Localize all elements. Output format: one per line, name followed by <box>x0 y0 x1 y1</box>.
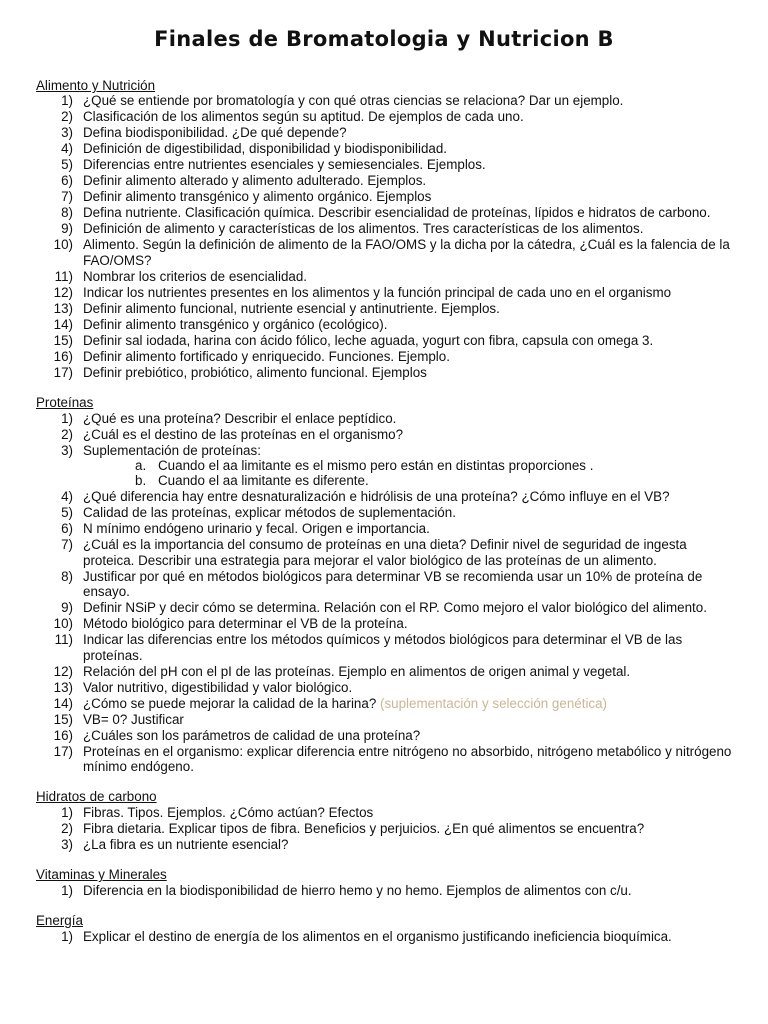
question-text: Definir alimento transgénico y alimento orgánico. Ejemplos <box>83 189 432 205</box>
question-text: ¿Qué se entiende por bromatología y con qué otras ciencias se relaciona? Dar un ejemplo. <box>83 93 624 109</box>
question-text: Proteínas en el organismo: explicar diferencia entre nitrógeno no absorbido, nitrógeno metabólico y nitrógeno mínimo endógeno. <box>83 743 732 775</box>
question-number: 2) <box>61 109 73 125</box>
question-item <box>36 821 736 836</box>
question-text: Fibras. Tipos. Ejemplos. ¿Cómo actúan? Efectos <box>83 804 374 820</box>
question-text: Definir NSiP y decir cómo se determina. Relación con el RP. Como mejoro el valor biológico del alimento. <box>83 600 707 616</box>
question-item <box>36 349 736 364</box>
section-2 <box>36 789 736 852</box>
question-hint: (suplementación y selección genética) <box>380 695 608 711</box>
question-text: Definir alimento transgénico y orgánico (ecológico). <box>83 316 388 332</box>
question-item <box>36 569 736 600</box>
question-item <box>36 680 736 695</box>
question-list <box>36 883 736 898</box>
question-text: Método biológico para determinar el VB de la proteína. <box>83 616 408 632</box>
question-text: ¿Cómo se puede mejorar la calidad de la harina? <box>83 695 380 711</box>
question-text: Definición de alimento y características de los alimentos. Tres características de los alimentos. <box>83 221 644 237</box>
question-text: VB= 0? Justificar <box>83 711 184 727</box>
question-text: Explicar el destino de energía de los alimentos en el organismo justificando ineficiencia bioquímica. <box>83 928 672 944</box>
section-title: Vitaminas y Minerales <box>36 867 167 883</box>
question-item <box>36 744 736 775</box>
question-number: 15) <box>53 711 73 727</box>
question-text: ¿Cuál es el destino de las proteínas en el organismo? <box>83 426 404 442</box>
question-item <box>36 696 736 711</box>
question-text: Clasificación de los alimentos según su aptitud. De ejemplos de cada uno. <box>83 109 524 125</box>
question-item <box>36 125 736 140</box>
question-item <box>36 600 736 615</box>
question-item <box>36 237 736 268</box>
question-text: ¿La fibra es un nutriente esencial? <box>83 836 289 852</box>
question-item <box>36 521 736 536</box>
question-text: Indicar los nutrientes presentes en los alimentos y la función principal de cada uno en el organismo <box>83 284 672 300</box>
question-item <box>36 157 736 172</box>
section-0 <box>36 78 736 380</box>
question-text: Definir alimento fortificado y enriquecido. Funciones. Ejemplo. <box>83 348 450 364</box>
question-number: 1) <box>61 93 73 109</box>
question-text: Definir prebiótico, probiótico, alimento funcional. Ejemplos <box>83 364 427 380</box>
question-text: Defina biodisponibilidad. ¿De qué depende? <box>83 125 347 141</box>
question-item <box>36 805 736 820</box>
question-text: Diferencias entre nutrientes esenciales y semiesenciales. Ejemplos. <box>83 157 486 173</box>
question-number: 6) <box>61 521 73 537</box>
question-number: 16) <box>53 727 73 743</box>
question-number: 5) <box>61 505 73 521</box>
question-number: 12) <box>53 284 73 300</box>
question-item <box>36 333 736 348</box>
question-item <box>36 365 736 380</box>
question-item <box>36 616 736 631</box>
question-number: 11) <box>54 632 73 648</box>
question-number: 15) <box>53 332 73 348</box>
question-number: 1) <box>61 928 73 944</box>
question-item <box>36 173 736 188</box>
question-number: 1) <box>61 882 73 898</box>
question-number: 7) <box>61 537 73 553</box>
question-number: 13) <box>53 300 73 316</box>
question-text: ¿Qué diferencia hay entre desnaturalización e hidrólisis de una proteína? ¿Cómo influye en el VB? <box>83 489 670 505</box>
question-item <box>36 189 736 204</box>
question-item <box>36 929 736 944</box>
question-number: 11) <box>54 268 73 284</box>
question-number: 17) <box>53 743 73 759</box>
question-text: Definir alimento funcional, nutriente esencial y antinutriente. Ejemplos. <box>83 300 500 316</box>
question-number: 5) <box>61 157 73 173</box>
question-text: ¿Cuál es la importancia del consumo de proteínas en una dieta? Definir nivel de seguridad de ingesta proteica. Describir una estrategia para mejorar el valor biológico de las proteínas de un alimento. <box>83 537 687 568</box>
question-number: 9) <box>61 600 73 616</box>
question-list <box>36 411 736 775</box>
question-number: 3) <box>61 836 73 852</box>
question-item <box>36 837 736 852</box>
question-item <box>36 728 736 743</box>
question-item <box>36 301 736 316</box>
question-item <box>36 883 736 898</box>
question-text: N mínimo endógeno urinario y fecal. Origen e importancia. <box>83 521 430 537</box>
question-text: Definir alimento alterado y alimento adulterado. Ejemplos. <box>83 173 427 189</box>
question-text: Justificar por qué en métodos biológicos para determinar VB se recomienda usar un 10% de proteína de ensayo. <box>83 568 703 600</box>
question-number: 2) <box>61 820 73 836</box>
sub-question-text: Cuando el aa limitante es diferente. <box>158 473 369 489</box>
question-item <box>36 632 736 663</box>
question-number: 14) <box>53 316 73 332</box>
section-title: Hidratos de carbono <box>36 789 157 805</box>
question-text: Fibra dietaria. Explicar tipos de fibra. Beneficios y perjuicios. ¿En qué alimentos se encuentra? <box>83 820 645 836</box>
question-number: 10) <box>53 616 73 632</box>
question-number: 4) <box>61 489 73 505</box>
question-item <box>36 427 736 442</box>
sub-question-item <box>83 458 736 473</box>
question-text: Relación del pH con el pI de las proteínas. Ejemplo en alimentos de origen animal y vegetal. <box>83 663 631 679</box>
question-number: 13) <box>53 679 73 695</box>
question-text: ¿Cuáles son los parámetros de calidad de una proteína? <box>83 727 421 743</box>
question-text: Indicar las diferencias entre los métodos químicos y métodos biológicos para determinar el VB de las proteínas. <box>83 632 683 663</box>
question-item <box>36 109 736 124</box>
question-item <box>36 537 736 568</box>
question-text: Valor nutritivo, digestibilidad y valor biológico. <box>83 679 353 695</box>
question-item <box>36 285 736 300</box>
question-text: Calidad de las proteínas, explicar métodos de suplementación. <box>83 505 456 521</box>
question-list <box>36 929 736 944</box>
section-title: Energía <box>36 913 83 929</box>
question-number: 7) <box>61 189 73 205</box>
question-item <box>36 505 736 520</box>
question-number: 8) <box>61 205 73 221</box>
question-item <box>36 712 736 727</box>
question-list <box>36 93 736 380</box>
sub-question-text: Cuando el aa limitante es el mismo pero están en distintas proporciones . <box>158 458 594 474</box>
question-number: 2) <box>61 426 73 442</box>
section-1 <box>36 395 736 774</box>
question-text: Definición de digestibilidad, disponibilidad y biodisponibilidad. <box>83 141 448 157</box>
question-number: 3) <box>61 442 73 458</box>
question-text: Diferencia en la biodisponibilidad de hierro hemo y no hemo. Ejemplos de alimentos con c/u. <box>83 882 632 898</box>
sub-question-letter: a. <box>135 458 147 474</box>
question-item <box>36 443 736 489</box>
question-text: Suplementación de proteínas: <box>83 442 261 458</box>
question-item <box>36 93 736 108</box>
section-3 <box>36 867 736 898</box>
question-number: 16) <box>53 348 73 364</box>
question-item <box>36 269 736 284</box>
question-number: 3) <box>61 125 73 141</box>
question-item <box>36 489 736 504</box>
question-item <box>36 205 736 220</box>
question-number: 6) <box>61 173 73 189</box>
question-number: 12) <box>53 663 73 679</box>
question-number: 1) <box>61 804 73 820</box>
question-number: 10) <box>53 237 73 253</box>
question-item <box>36 411 736 426</box>
question-item <box>36 317 736 332</box>
document-body <box>36 78 736 959</box>
question-item <box>36 141 736 156</box>
section-title: Alimento y Nutrición <box>36 78 156 93</box>
section-title: Proteínas <box>36 395 94 411</box>
question-text: Nombrar los criterios de esencialidad. <box>83 268 308 284</box>
section-4 <box>36 913 736 944</box>
question-number: 17) <box>53 364 73 380</box>
question-text: Defina nutriente. Clasificación química. Describir esencialidad de proteínas, lípidos e hidratos de carbono. <box>83 205 711 221</box>
document-title: Finales de Bromatologia y Nutricion B <box>154 27 614 51</box>
sub-question-item <box>83 473 736 488</box>
sub-question-list <box>83 458 736 489</box>
question-list <box>36 805 736 852</box>
question-item <box>36 221 736 236</box>
sub-question-letter: b. <box>135 473 147 489</box>
question-text: ¿Qué es una proteína? Describir el enlace peptídico. <box>83 410 397 426</box>
question-item <box>36 664 736 679</box>
question-number: 9) <box>61 221 73 237</box>
question-number: 14) <box>53 695 73 711</box>
question-text: Definir sal iodada, harina con ácido fólico, leche aguada, yogurt con fibra, capsula con omega 3. <box>83 332 654 348</box>
question-number: 1) <box>61 410 73 426</box>
question-text: Alimento. Según la definición de alimento de la FAO/OMS y la dicha por la cátedra, ¿Cuál es la falencia de la FAO/OMS? <box>83 237 730 268</box>
question-number: 4) <box>61 141 73 157</box>
question-number: 8) <box>61 568 73 584</box>
